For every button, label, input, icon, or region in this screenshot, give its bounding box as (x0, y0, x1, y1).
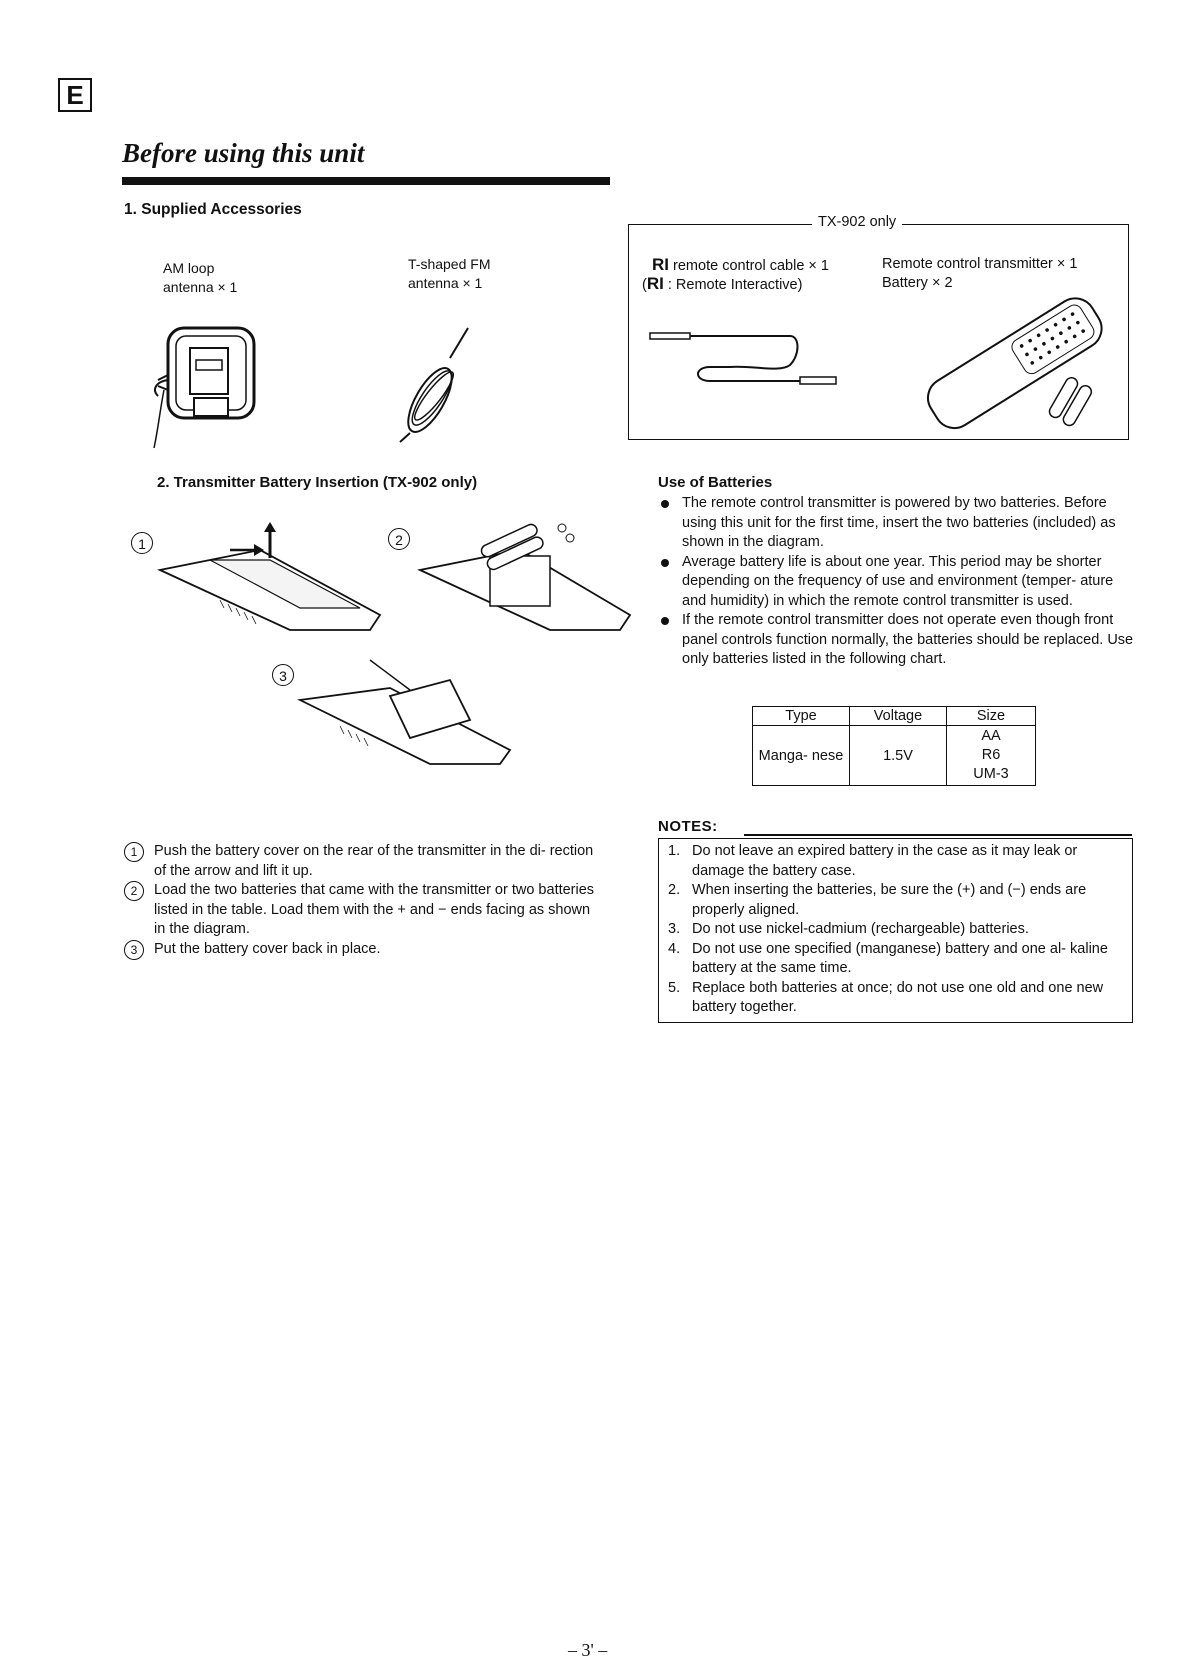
am-loop-antenna-illustration (150, 320, 270, 450)
note-item (668, 920, 1128, 940)
step-number: 3 (124, 940, 144, 960)
remote-cable-illustration (650, 325, 850, 395)
step-text: Put the battery cover back in place. (154, 940, 381, 957)
note-number: 3. (668, 921, 681, 937)
transmitter-label: Remote control transmitter × 1 (882, 256, 1078, 272)
page-title: Before using this unit (122, 138, 365, 168)
battery-insertion-steps (124, 842, 604, 959)
size-r6: R6 (981, 747, 1001, 763)
step3-diagram (300, 660, 510, 770)
step-item (124, 842, 604, 881)
am-label-line1: AM loop (163, 260, 215, 276)
fm-label-line2: antenna × 1 (408, 275, 483, 291)
ri-note-row (642, 274, 802, 296)
table-header-size: Size (947, 707, 1036, 726)
step-number: 2 (124, 881, 144, 901)
ri-symbol-note: RI (646, 274, 664, 293)
fm-antenna-illustration (390, 318, 480, 443)
step-number: 1 (124, 842, 144, 862)
ri-symbol: RI (652, 255, 669, 274)
title-rule (122, 177, 610, 185)
note-number: 5. (668, 979, 681, 996)
note-number: 4. (668, 940, 681, 957)
note-text: Replace both batteries at once; do not use one old and one new battery together. (692, 979, 1104, 1015)
note-item (668, 979, 1128, 1018)
fm-label-line1: T-shaped FM (408, 256, 491, 272)
notes-list (668, 842, 1128, 1018)
bullet-item: Average battery life is about one year. This period may be shorter depending on the frequency of use and environment (temper- ature and humidity) in which the remote control transmitter is used. (658, 553, 1136, 612)
diagram-step-marker-3: 3 (272, 664, 294, 686)
remote-transmitter-illustration (910, 305, 1110, 430)
section1-heading: 1. Supplied Accessories (124, 201, 302, 218)
note-number: 1. (668, 843, 681, 859)
ri-note: : Remote Interactive) (667, 277, 803, 293)
step-item (124, 881, 604, 940)
battery-table (752, 706, 1036, 786)
note-number: 2. (668, 882, 681, 898)
size-um3: UM-3 (973, 766, 1009, 782)
language-badge: E (58, 78, 92, 112)
step1-diagram (150, 520, 380, 630)
tx902-box-title: TX-902 only (812, 214, 902, 230)
note-item (668, 940, 1128, 979)
note-text: Do not use nickel-cadmium (rechargeable) batteries. (692, 921, 1029, 937)
section2-heading: 2. Transmitter Battery Insertion (TX-902 only) (157, 474, 478, 491)
battery-label: Battery × 2 (882, 275, 953, 291)
note-item (668, 881, 1128, 920)
notes-heading: NOTES: (658, 818, 718, 835)
note-item (668, 842, 1128, 881)
note-text: Do not leave an expired battery in the case as it may leak or damage the battery case. (692, 843, 1078, 879)
page-number: – 3' – (568, 1640, 608, 1660)
step2-diagram (410, 520, 630, 630)
table-cell-size (947, 726, 1036, 786)
note-text: When inserting the batteries, be sure the (+) and (−) ends are properly aligned. (692, 882, 1087, 918)
step-text: Push the battery cover on the rear of the transmitter in the di- rection of the arrow and lift it up. (154, 843, 594, 879)
table-cell-voltage: 1.5V (850, 726, 947, 786)
fm-antenna-label (408, 255, 490, 293)
step-text: Load the two batteries that came with the transmitter or two batteries listed in the table. Load them with the + and − ends facing as shown in the diagram. (154, 882, 595, 937)
am-antenna-label (163, 259, 237, 297)
step-item (124, 940, 604, 960)
table-header-type: Type (753, 707, 850, 726)
table-header-voltage: Voltage (850, 707, 947, 726)
diagram-step-marker-2: 2 (388, 528, 410, 550)
table-cell-type: Manga- nese (753, 726, 850, 786)
use-of-batteries-heading: Use of Batteries (658, 474, 773, 491)
note-text: Do not use one specified (manganese) battery and one al- kaline battery at the same time. (692, 940, 1108, 976)
use-of-batteries-list (658, 494, 1136, 670)
ri-note-paren: ( (642, 277, 647, 293)
diagram-step-marker-1: 1 (131, 532, 153, 554)
notes-rule (744, 834, 1132, 836)
size-aa: AA (981, 728, 1001, 744)
cable-label: remote control cable × 1 (673, 258, 829, 274)
bullet-item: If the remote control transmitter does not operate even though front panel controls function normally, the batteries should be replaced. Use only batteries listed in the following chart. (658, 611, 1136, 670)
am-label-line2: antenna × 1 (163, 279, 238, 295)
bullet-item: The remote control transmitter is powered by two batteries. Before using this unit for the first time, insert the two batteries (included) as shown in the diagram. (658, 494, 1136, 553)
